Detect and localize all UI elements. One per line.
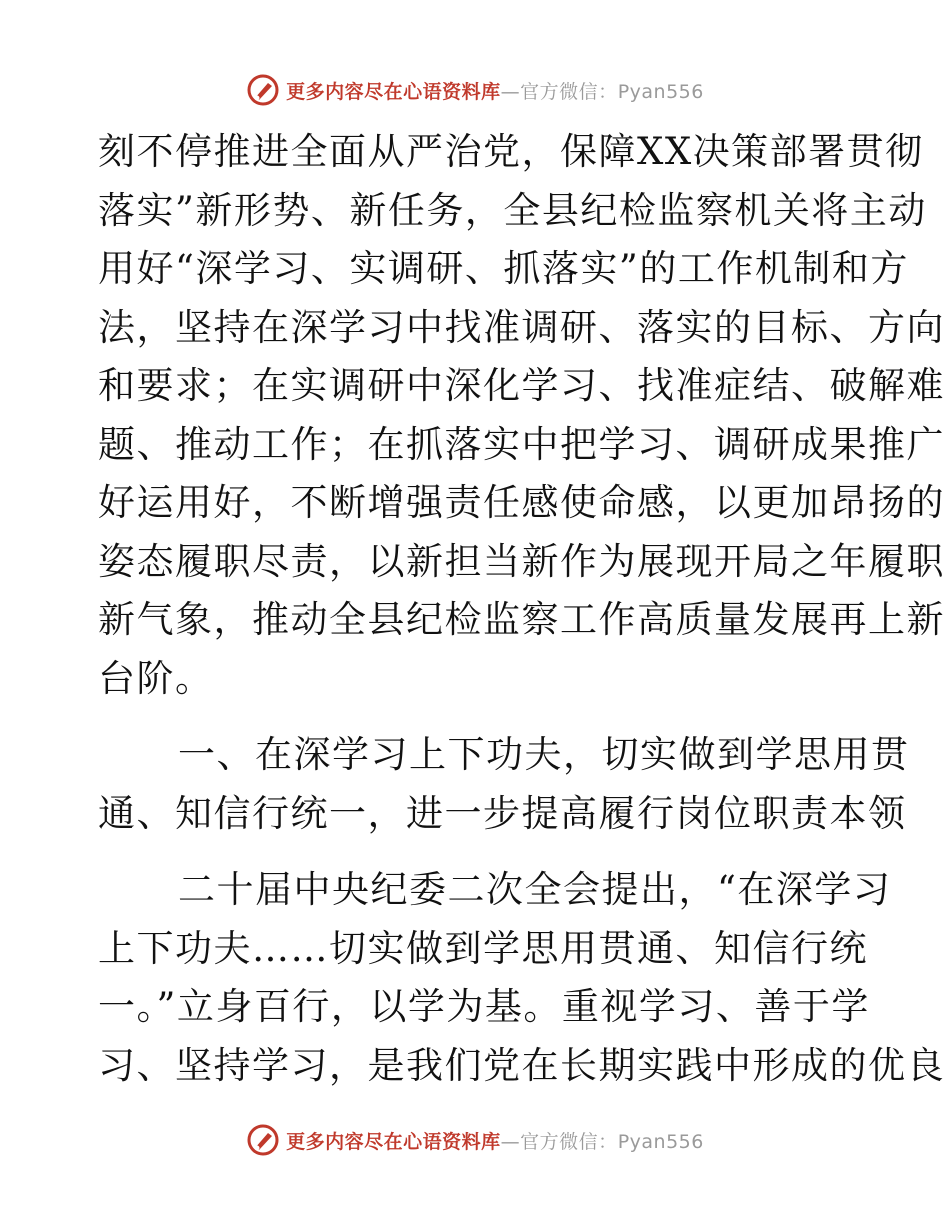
text-line: 法，坚持在深学习中找准调研、落实的目标、方向 — [98, 305, 945, 349]
text-line: 题、推动工作；在抓落实中把学习、调研成果推广 — [98, 422, 945, 466]
header-dash: — — [500, 80, 521, 103]
paragraph-2 — [98, 861, 945, 1095]
text-line: 习、坚持学习，是我们党在长期实践中形成的优良 — [98, 1043, 945, 1087]
header-watermark — [0, 70, 950, 110]
heading-line: 通、知信行统一，进一步提高履行岗位职责本领 — [98, 791, 907, 835]
text-line: 和要求；在实调研中深化学习、找准症结、破解难 — [98, 364, 945, 407]
footer-dash: — — [500, 1130, 521, 1153]
header-wechat-id: Pyan556 — [617, 80, 704, 103]
text-line: 二十届中央纪委二次全会提出，“在深学习 — [178, 868, 892, 911]
header-wechat-label: 官方微信： — [520, 80, 618, 103]
text-line: 用好“深学习、实调研、抓落实”的工作机制和方 — [98, 247, 909, 290]
footer-wechat-id: Pyan556 — [617, 1130, 704, 1153]
text-line: 姿态履职尽责，以新担当新作为展现开局之年履职 — [98, 539, 945, 583]
footer-watermark — [0, 1120, 950, 1160]
text-line: 上下功夫……切实做到学思用贯通、知信行统 — [98, 926, 868, 970]
paragraph-1 — [98, 123, 945, 708]
text-line: 好运用好，不断增强责任感使命感，以更加昂扬的 — [98, 481, 945, 524]
heading-line: 一、在深学习上下功夫，切实做到学思用贯 — [178, 733, 910, 776]
text-line: 台阶。 — [98, 656, 214, 700]
pen-logo-icon — [246, 73, 280, 107]
pen-logo-icon — [246, 1123, 280, 1157]
section-heading-1 — [98, 726, 910, 843]
text-line: 新气象，推动全县纪检监察工作高质量发展再上新 — [98, 598, 945, 641]
footer-brand-text: 更多内容尽在心语资料库 — [286, 1130, 501, 1153]
text-line: 刻不停推进全面从严治党，保障XX决策部署贯彻 — [98, 130, 924, 173]
footer-wechat-label: 官方微信： — [520, 1130, 618, 1153]
text-line: 一。”立身百行，以学为基。重视学习、善于学 — [98, 985, 870, 1028]
text-line: 落实”新形势、新任务，全县纪检监察机关将主动 — [98, 188, 927, 232]
document-body — [98, 123, 945, 1095]
header-brand-text: 更多内容尽在心语资料库 — [286, 80, 501, 103]
